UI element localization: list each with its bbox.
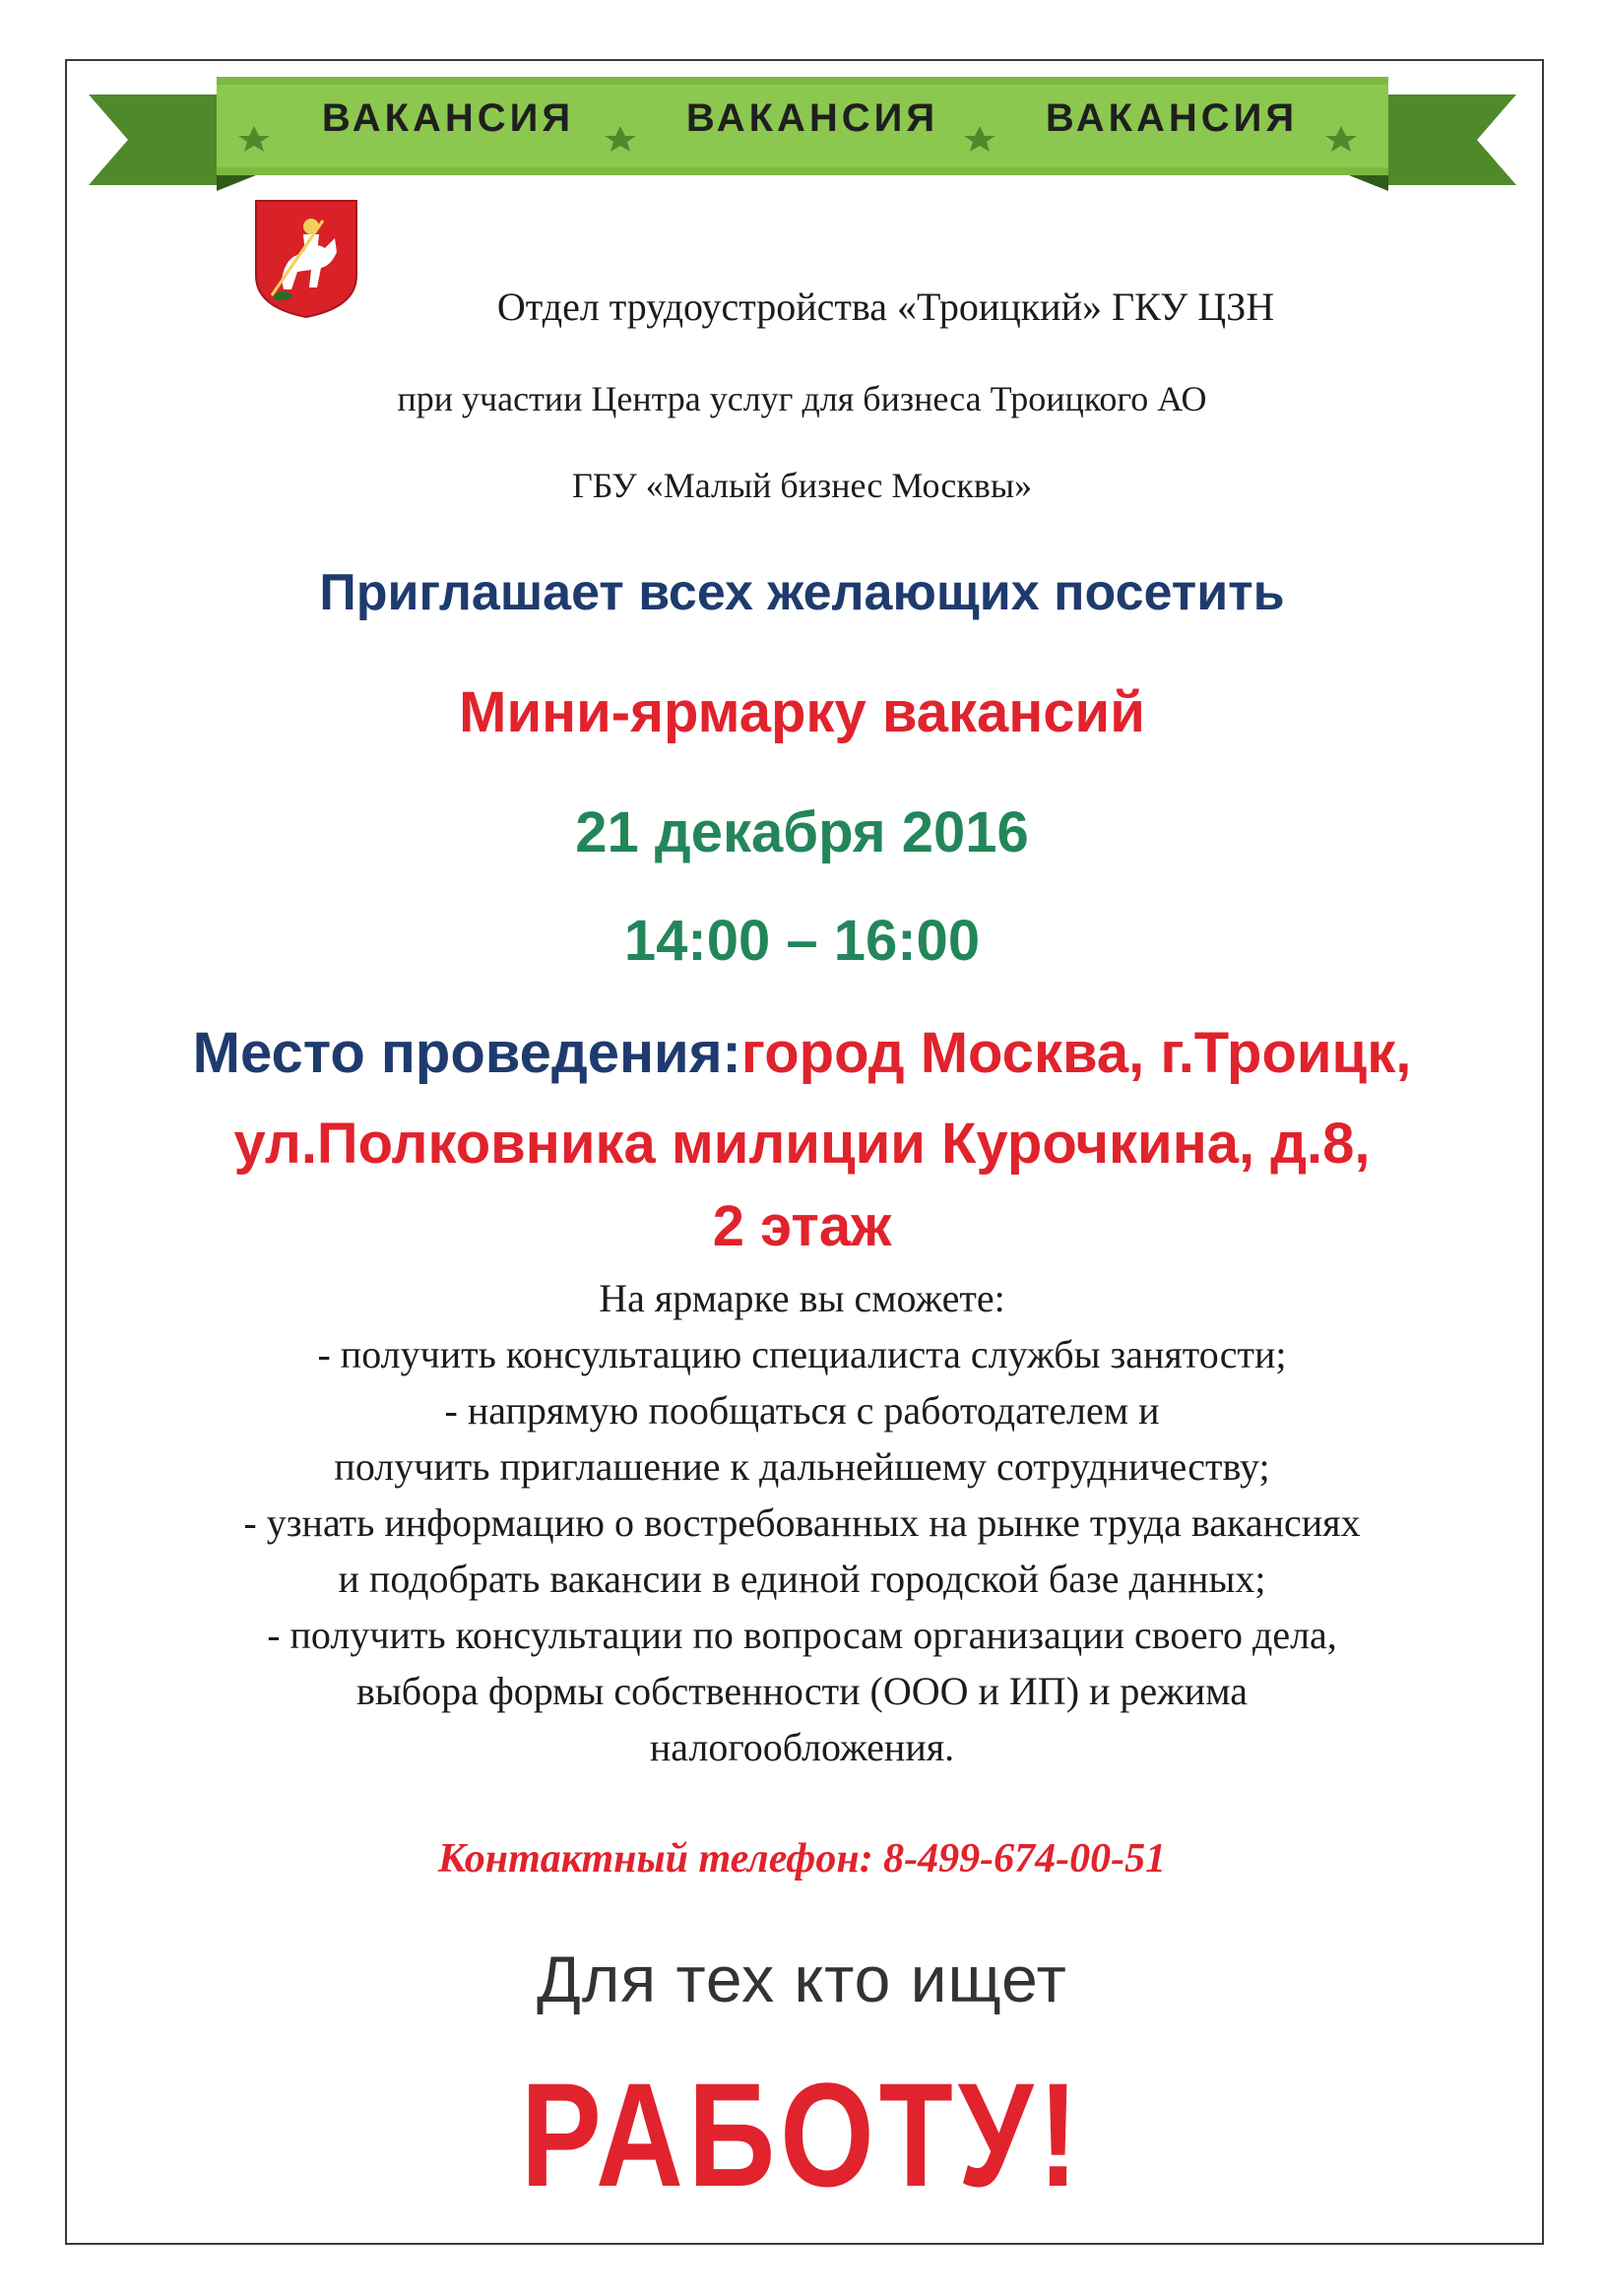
location-floor: 2 этаж	[712, 1194, 892, 1258]
organizer-line-2: при участии Центра услуг для бизнеса Троицкого АО	[397, 379, 1207, 418]
event-title: Мини-ярмарку вакансий	[459, 680, 1145, 744]
benefits-list	[0, 1270, 1604, 1775]
footer-tagline: Для тех кто ищет	[537, 1943, 1067, 2015]
ribbon-left-tail	[89, 95, 217, 185]
ribbon-right-tail	[1388, 95, 1516, 185]
benefit-line: получить приглашение к дальнейшему сотрудничеству;	[334, 1444, 1270, 1489]
banner-word-1: ВАКАНСИЯ	[321, 96, 575, 140]
benefit-line: выбора формы собственности (ООО и ИП) и режима	[355, 1669, 1249, 1713]
benefit-line: налогообложения.	[649, 1725, 955, 1769]
banner-word-3: ВАКАНСИЯ	[1045, 96, 1299, 140]
footer-slogan: РАБОТУ!	[520, 2052, 1084, 2217]
benefit-line: - получить консультации по вопросам организации своего дела,	[267, 1613, 1337, 1657]
benefit-line: - напрямую пообщаться с работодателем и	[444, 1388, 1160, 1433]
ribbon-fold-left	[217, 175, 256, 191]
organizer-line-1: Отдел трудоустройства «Троицкий» ГКУ ЦЗН	[496, 285, 1275, 329]
ribbon-fold-right	[1349, 175, 1388, 191]
benefit-line: - узнать информацию о востребованных на рынке труда вакансиях	[243, 1500, 1361, 1545]
location-street: ул.Полковника милиции Курочкина, д.8,	[233, 1112, 1371, 1176]
event-date: 21 декабря 2016	[575, 800, 1029, 864]
location-city: город Москва, г.Троицк,	[740, 1021, 1412, 1085]
benefits-intro: На ярмарке вы сможете:	[599, 1276, 1005, 1320]
benefit-line: и подобрать вакансии в единой городской базе данных;	[338, 1557, 1266, 1601]
organizer-line-3: ГБУ «Малый бизнес Москвы»	[571, 466, 1032, 505]
invitation-heading: Приглашает всех желающих посетить	[319, 564, 1285, 621]
location-line-1	[0, 1020, 1604, 1086]
location-label: Место проведения:	[192, 1021, 741, 1085]
event-time: 14:00 – 16:00	[623, 909, 981, 973]
banner-word-2: ВАКАНСИЯ	[685, 96, 939, 140]
benefit-line: - получить консультацию специалиста службы занятости;	[317, 1332, 1287, 1376]
contact-phone: Контактный телефон: 8-499-674-00-51	[437, 1836, 1167, 1881]
